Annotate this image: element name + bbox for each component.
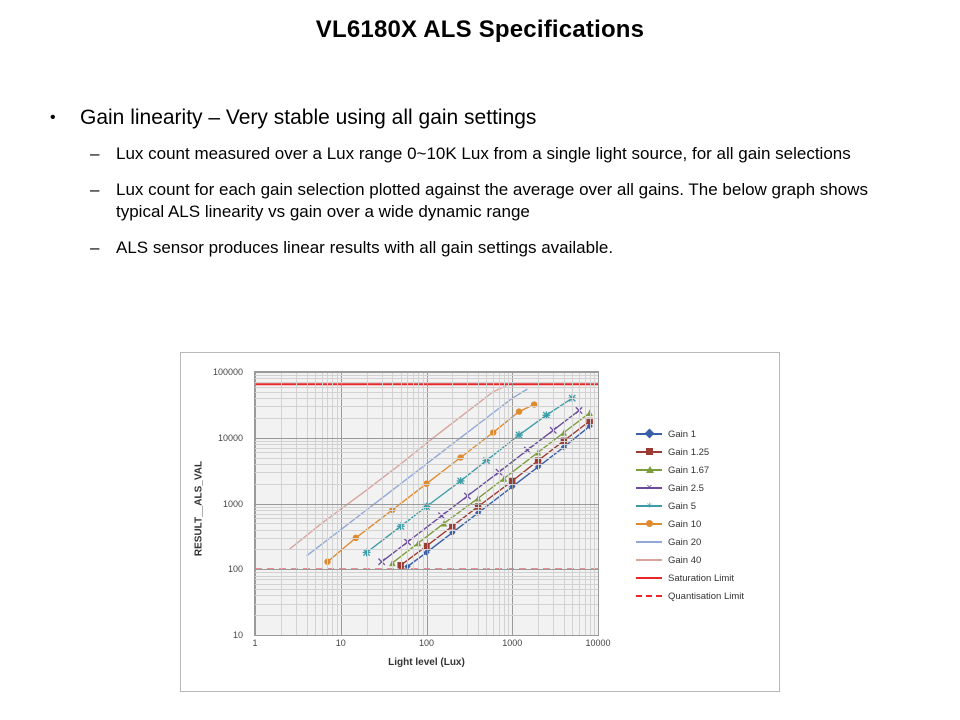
grid-line xyxy=(255,530,598,531)
legend-item xyxy=(636,497,776,515)
grid-line xyxy=(255,444,598,445)
grid-line xyxy=(255,504,598,505)
grid-line xyxy=(255,615,598,616)
legend-label: Quantisation Limit xyxy=(668,590,745,602)
bullet-list xyxy=(50,105,920,273)
grid-line xyxy=(255,418,598,419)
bullet-text: Gain linearity – Very stable using all gain settings xyxy=(80,106,537,129)
grid-line xyxy=(255,569,598,570)
data-point-marker xyxy=(516,408,522,414)
legend-swatch-icon xyxy=(636,482,662,494)
y-tick-label: 100000 xyxy=(212,367,243,377)
legend-item xyxy=(636,533,776,551)
grid-line xyxy=(255,398,598,399)
grid-line xyxy=(255,484,598,485)
legend-marker-icon xyxy=(646,466,654,473)
grid-line xyxy=(255,549,598,550)
legend-swatch-icon xyxy=(636,446,662,458)
x-tick-label: 100 xyxy=(418,638,435,648)
grid-line xyxy=(598,372,599,635)
y-axis-title: RESULT__ALS_VAL xyxy=(193,460,205,557)
y-tick-label: 10000 xyxy=(217,432,243,443)
grid-line xyxy=(255,448,598,449)
series-line xyxy=(382,411,579,562)
y-axis-ticks xyxy=(181,367,249,640)
grid-line xyxy=(255,518,598,519)
legend-item xyxy=(636,425,776,443)
legend-label: Saturation Limit xyxy=(668,572,735,584)
legend-swatch-icon xyxy=(636,554,662,566)
bullet-marker: • xyxy=(50,109,56,126)
y-tick-label: 100 xyxy=(227,564,243,575)
x-tick-label: 10 xyxy=(335,638,346,648)
x-axis-ticks xyxy=(252,638,611,654)
bullet-marker: – xyxy=(90,180,100,199)
legend-marker-icon xyxy=(646,448,653,455)
list-item xyxy=(90,237,920,259)
bullet-text: ALS sensor produces linear results with all gain settings available. xyxy=(116,238,614,257)
x-tick-label: 1000 xyxy=(502,638,523,648)
legend-label: Gain 1 xyxy=(668,428,696,440)
legend-item xyxy=(636,515,776,533)
grid-line xyxy=(255,441,598,442)
legend-item xyxy=(636,461,776,479)
bullet-text: Lux count measured over a Lux range 0~10K Lux from a single light source, for all gain selections xyxy=(116,144,851,163)
legend-item xyxy=(636,551,776,569)
grid-line xyxy=(255,589,598,590)
legend-swatch-icon xyxy=(636,500,662,512)
bullet-marker: – xyxy=(90,144,100,163)
list-item xyxy=(90,179,920,223)
als-linearity-chart xyxy=(180,352,780,692)
grid-line xyxy=(255,452,598,453)
x-tick-label: 1 xyxy=(252,638,258,648)
grid-line xyxy=(255,576,598,577)
grid-line xyxy=(255,375,598,376)
plot-area xyxy=(254,371,599,636)
legend-marker-icon xyxy=(645,429,655,439)
legend-label: Gain 1.25 xyxy=(668,446,710,458)
grid-line xyxy=(255,464,598,465)
grid-line xyxy=(255,382,598,383)
page-title: VL6180X ALS Specifications xyxy=(315,16,645,43)
grid-line xyxy=(255,472,598,473)
x-tick-label: 10000 xyxy=(585,638,611,648)
legend-label: Gain 2.5 xyxy=(668,482,704,494)
grid-line xyxy=(255,635,598,636)
legend-marker-icon: ✕ xyxy=(646,483,653,492)
legend-marker-icon xyxy=(646,520,653,527)
x-axis-title: Light level (Lux) xyxy=(388,657,465,668)
legend-marker-icon: ✳ xyxy=(646,501,653,510)
legend-swatch-icon xyxy=(636,518,662,530)
bullet-marker: – xyxy=(90,238,100,257)
legend-item xyxy=(636,443,776,461)
legend-item xyxy=(636,587,776,605)
legend-label: Gain 20 xyxy=(668,536,702,548)
grid-line xyxy=(255,523,598,524)
legend-label: Gain 1.67 xyxy=(668,464,710,476)
grid-line xyxy=(255,572,598,573)
legend-swatch-icon xyxy=(636,590,662,602)
grid-line xyxy=(255,372,598,373)
grid-line xyxy=(255,438,598,439)
legend-label: Gain 40 xyxy=(668,554,702,566)
grid-line xyxy=(255,579,598,580)
grid-line xyxy=(255,604,598,605)
list-item xyxy=(50,105,920,131)
bullet-text: Lux count for each gain selection plotted against the average over all gains. The below graph shows typical ALS linearity vs gain over a wide dynamic range xyxy=(116,180,868,221)
grid-line xyxy=(255,406,598,407)
legend-label: Gain 10 xyxy=(668,518,702,530)
grid-line xyxy=(255,387,598,388)
grid-line xyxy=(255,378,598,379)
grid-line xyxy=(255,538,598,539)
y-tick-label: 10 xyxy=(232,630,243,640)
legend-item xyxy=(636,479,776,497)
chart-legend xyxy=(636,425,776,605)
grid-line xyxy=(255,595,598,596)
grid-line xyxy=(255,510,598,511)
legend-swatch-icon xyxy=(636,464,662,476)
legend-item xyxy=(636,569,776,587)
list-item xyxy=(90,143,920,165)
grid-line xyxy=(255,392,598,393)
y-tick-label: 1000 xyxy=(222,498,243,509)
legend-swatch-icon xyxy=(636,572,662,584)
grid-line xyxy=(255,458,598,459)
grid-line xyxy=(255,507,598,508)
grid-line xyxy=(255,514,598,515)
legend-swatch-icon xyxy=(636,536,662,548)
legend-label: Gain 5 xyxy=(668,500,696,512)
grid-line xyxy=(255,584,598,585)
legend-swatch-icon xyxy=(636,428,662,440)
